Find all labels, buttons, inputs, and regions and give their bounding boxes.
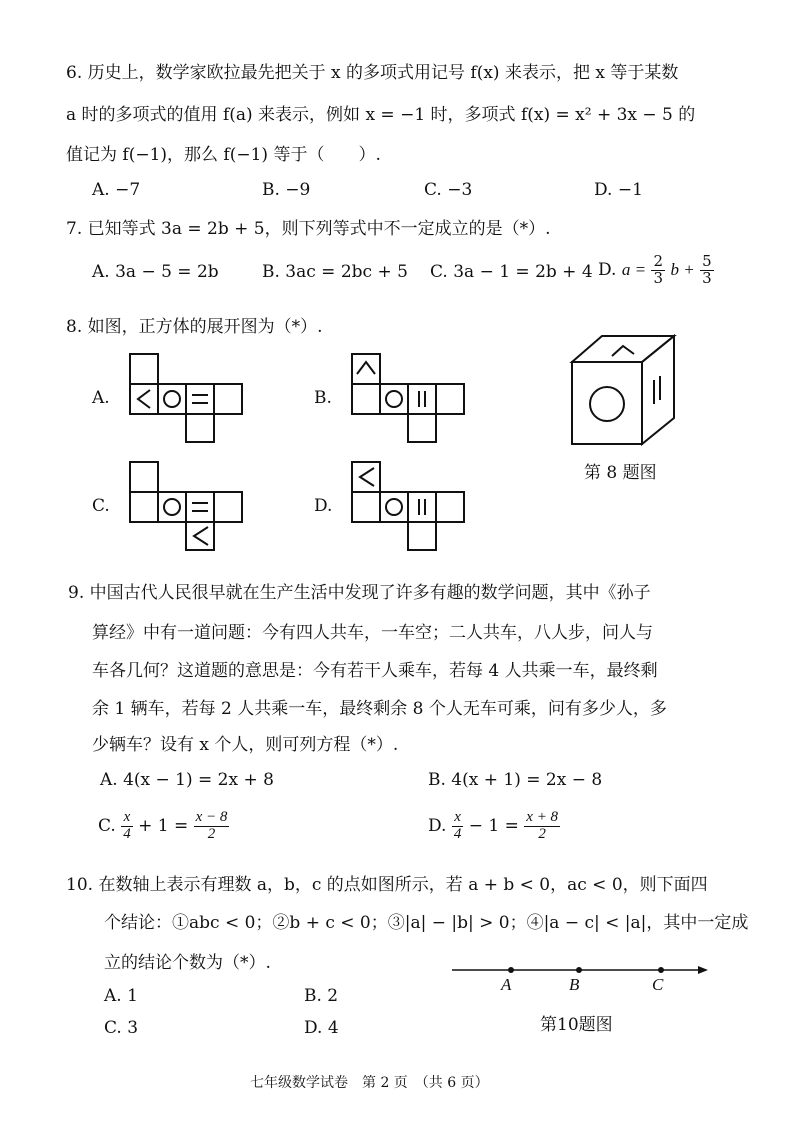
circle-symbol (164, 391, 180, 407)
q6-option-a: A. −7 (92, 180, 141, 200)
net-b-cell (352, 384, 380, 414)
net-b-cell (408, 414, 436, 442)
net-b-cell (436, 384, 464, 414)
q9-option-d-frac2 (524, 810, 560, 843)
q9-option-b: B. 4(x + 1) = 2x − 8 (428, 770, 603, 790)
q10-option-c: C. 3 (104, 1018, 139, 1038)
frac-den: 2 (538, 825, 546, 842)
q8-caption: 第 8 题图 (584, 463, 657, 483)
q7-option-d-lhs: a = (621, 259, 647, 279)
point-c-mark (658, 967, 664, 973)
net-c-cell (130, 462, 158, 492)
point-b-label: B (569, 975, 580, 994)
q6-line2: a 时的多项式的值用 f(a) 来表示，例如 x = −1 时，多项式 f(x) = x² + 3x − 5 的 (66, 105, 696, 125)
net-b-cell (408, 384, 436, 414)
net-a-cell (186, 384, 214, 414)
q8-stem: 8. 如图，正方体的展开图为（*）. (66, 317, 323, 337)
frac-den: 2 (207, 825, 216, 842)
cube-side-face (642, 336, 674, 444)
q9-option-a: A. 4(x − 1) = 2x + 8 (100, 770, 274, 790)
net-c-cell (130, 492, 158, 522)
q9-line3: 车各几何？这道题的意思是：今有若干人乘车，若每 4 人共乘一车，最终剩 (92, 661, 658, 681)
q7-option-c: C. 3a − 1 = 2b + 4 (430, 262, 593, 282)
net-d-cell (352, 492, 380, 522)
net-a (130, 354, 242, 442)
q9-option-c-frac1 (121, 810, 133, 843)
q9-option-d (428, 810, 560, 843)
frac-den: 3 (653, 268, 664, 287)
q8-label-d: D. (314, 496, 333, 516)
frac-num: x (121, 810, 133, 827)
caret-symbol (357, 362, 375, 374)
cube-front-face (572, 362, 642, 444)
frac-num: 5 (702, 252, 712, 270)
q6-option-c: C. −3 (424, 180, 473, 200)
q9-option-c-frac2 (194, 810, 230, 843)
q8-label-a: A. (92, 388, 110, 408)
q6-option-b: B. −9 (262, 180, 311, 200)
less-than-symbol (194, 527, 208, 545)
net-c-cell (186, 522, 214, 550)
q8-label-b: B. (314, 388, 332, 408)
net-d-cell (352, 462, 380, 492)
net-c-cell (158, 492, 186, 522)
q10-option-b: B. 2 (304, 986, 339, 1006)
q9-line4: 余 1 辆车，若每 2 人共乘一车，最终剩余 8 个人无车可乘，问有多少人，多 (92, 699, 667, 719)
caret-symbol (612, 346, 634, 356)
q9-option-d-mid: − 1 = (468, 815, 519, 836)
point-a-mark (508, 967, 514, 973)
q10-line1: 10. 在数轴上表示有理数 a，b，c 的点如图所示，若 a + b < 0，ac < 0，则下面四 (66, 875, 708, 895)
circle-symbol (590, 387, 624, 421)
q9-option-c (98, 810, 229, 843)
net-d-cell (408, 522, 436, 550)
frac-num: x (452, 810, 464, 827)
circle-symbol (164, 499, 180, 515)
page-footer: 七年级数学试卷 第 2 页 （共 6 页） (250, 1075, 489, 1091)
q7-option-a: A. 3a − 5 = 2b (92, 262, 219, 282)
circle-symbol (386, 391, 402, 407)
q6-line1: 6. 历史上，数学家欧拉最先把关于 x 的多项式用记号 f(x) 来表示，把 x 等于某数 (66, 63, 679, 83)
net-b-cell (352, 354, 380, 384)
q9-option-d-label: D. (428, 815, 447, 836)
net-c (130, 462, 242, 550)
q9-option-c-label: C. (98, 815, 116, 836)
q10-option-a: A. 1 (104, 986, 138, 1006)
frac-num: x + 8 (526, 809, 559, 825)
q7-stem: 7. 已知等式 3a = 2b + 5，则下列等式中不一定成立的是（*）. (66, 219, 551, 239)
net-a-cell (130, 384, 158, 414)
q9-line5: 少辆车？设有 x 个人，则可列方程（*）. (92, 735, 399, 755)
q9-line1: 9. 中国古代人民很早就在生产生活中发现了许多有趣的数学问题，其中《孙子 (68, 583, 651, 603)
net-a-cell (158, 384, 186, 414)
circle-symbol (386, 499, 402, 515)
less-than-symbol (138, 390, 150, 408)
q10-caption: 第10题图 (540, 1015, 613, 1035)
point-b-mark (576, 967, 582, 973)
frac-den: 4 (123, 825, 131, 842)
q7-option-d-mid: b + (670, 259, 695, 279)
point-a-label: A (501, 975, 512, 994)
q10-line3: 立的结论个数为（*）. (104, 953, 271, 973)
net-d-cell (436, 492, 464, 522)
q7-option-b: B. 3ac = 2bc + 5 (262, 262, 408, 282)
arrow-head-icon (698, 966, 708, 974)
frac-den: 3 (702, 268, 712, 287)
number-line (452, 966, 708, 974)
net-b-cell (380, 384, 408, 414)
net-c-cell (214, 492, 242, 522)
q8-label-c: C. (92, 496, 110, 516)
q6-line3: 值记为 f(−1)，那么 f(−1) 等于（ ）. (66, 145, 381, 165)
q9-option-d-frac1 (452, 810, 464, 843)
q7-option-d-label: D. (598, 259, 617, 280)
net-d (352, 462, 464, 550)
net-d-cell (380, 492, 408, 522)
cube-figure (572, 336, 674, 444)
net-c-cell (186, 492, 214, 522)
net-d-cell (408, 492, 436, 522)
less-than-symbol (360, 468, 374, 486)
frac-den: 4 (453, 825, 462, 842)
q10-line2: 个结论：①abc < 0；②b + c < 0；③|a| − |b| > 0；④|a − c| < |a|，其中一定成 (104, 913, 749, 933)
q6-option-d: D. −1 (594, 180, 643, 200)
net-a-cell (186, 414, 214, 442)
q9-line2: 算经》中有一道问题：今有四人共车，一车空；二人共车，八人步，问人与 (92, 623, 653, 643)
q9-option-c-mid: + 1 = (138, 815, 189, 836)
frac-num: x − 8 (195, 809, 228, 825)
net-b (352, 354, 464, 442)
net-a-cell (214, 384, 242, 414)
q10-option-d: D. 4 (304, 1018, 339, 1038)
point-c-label: C (652, 975, 664, 994)
net-a-cell (130, 354, 158, 384)
frac-num: 2 (653, 252, 664, 270)
